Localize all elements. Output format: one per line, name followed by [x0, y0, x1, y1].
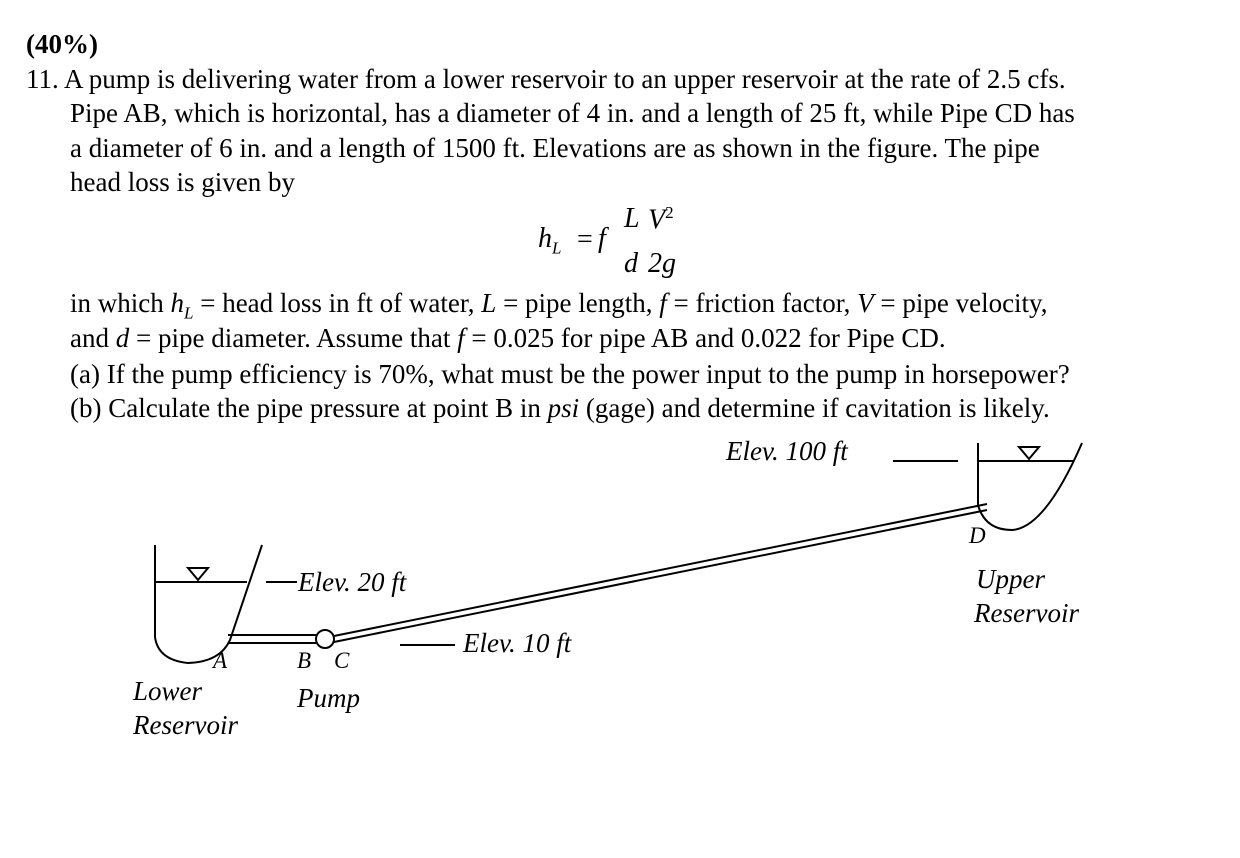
- part-b: (b) Calculate the pipe pressure at point B in psi (gage) and determine if cavitation is likely.: [70, 393, 1050, 423]
- problem-weight: (40%): [26, 29, 98, 59]
- elev-upper-label: Elev. 100 ft: [726, 436, 848, 466]
- lower-reservoir: [155, 545, 297, 663]
- eq-num-v2: $V^2$: [648, 203, 674, 236]
- pipe-ab: [228, 635, 316, 643]
- definition-line-1: in which $h_L$ = head loss in ft of water, L = pipe length, f = friction factor, V = pipe velocity,: [70, 288, 1048, 323]
- upper-reservoir-label-2: Reservoir: [974, 598, 1079, 628]
- eq-den-2g: 2g: [648, 248, 676, 279]
- point-c-label: C: [334, 648, 350, 673]
- pump-label: Pump: [297, 683, 360, 713]
- pump-icon: [316, 630, 334, 648]
- elev-pipe-label: Elev. 10 ft: [463, 628, 572, 658]
- upper-water-triangle-icon: [1019, 447, 1039, 459]
- point-d-label: D: [969, 523, 986, 548]
- part-a: (a) If the pump efficiency is 70%, what must be the power input to the pump in horsepower?: [70, 359, 1070, 389]
- elev-lower-label: Elev. 20 ft: [298, 567, 407, 597]
- definition-line-2: and d = pipe diameter. Assume that f = 0.025 for pipe AB and 0.022 for Pipe CD.: [70, 323, 946, 353]
- lower-water-triangle-icon: [188, 568, 208, 580]
- problem-line-4: head loss is given by: [70, 167, 295, 197]
- problem-line-2: Pipe AB, which is horizontal, has a diameter of 4 in. and a length of 25 ft, while Pipe CD has: [70, 98, 1075, 128]
- problem-line-3: a diameter of 6 in. and a length of 1500 ft. Elevations are as shown in the figure. The pipe: [70, 133, 1040, 163]
- upper-reservoir-label-1: Upper: [976, 564, 1045, 594]
- eq-equals: =: [577, 224, 593, 255]
- eq-den-d: d: [624, 248, 638, 279]
- pipe-cd: [334, 504, 987, 642]
- eq-f: f: [598, 223, 606, 254]
- point-b-label: B: [297, 648, 312, 673]
- lower-reservoir-label-2: Reservoir: [133, 710, 238, 740]
- point-a-label: A: [213, 648, 228, 673]
- eq-hl: $h_L$: [538, 223, 562, 258]
- eq-num-l: L: [624, 203, 640, 234]
- lower-reservoir-label-1: Lower: [133, 676, 203, 706]
- problem-line-1: 11. A pump is delivering water from a lower reservoir to an upper reservoir at the rate of 2.5 cfs.: [26, 64, 1066, 94]
